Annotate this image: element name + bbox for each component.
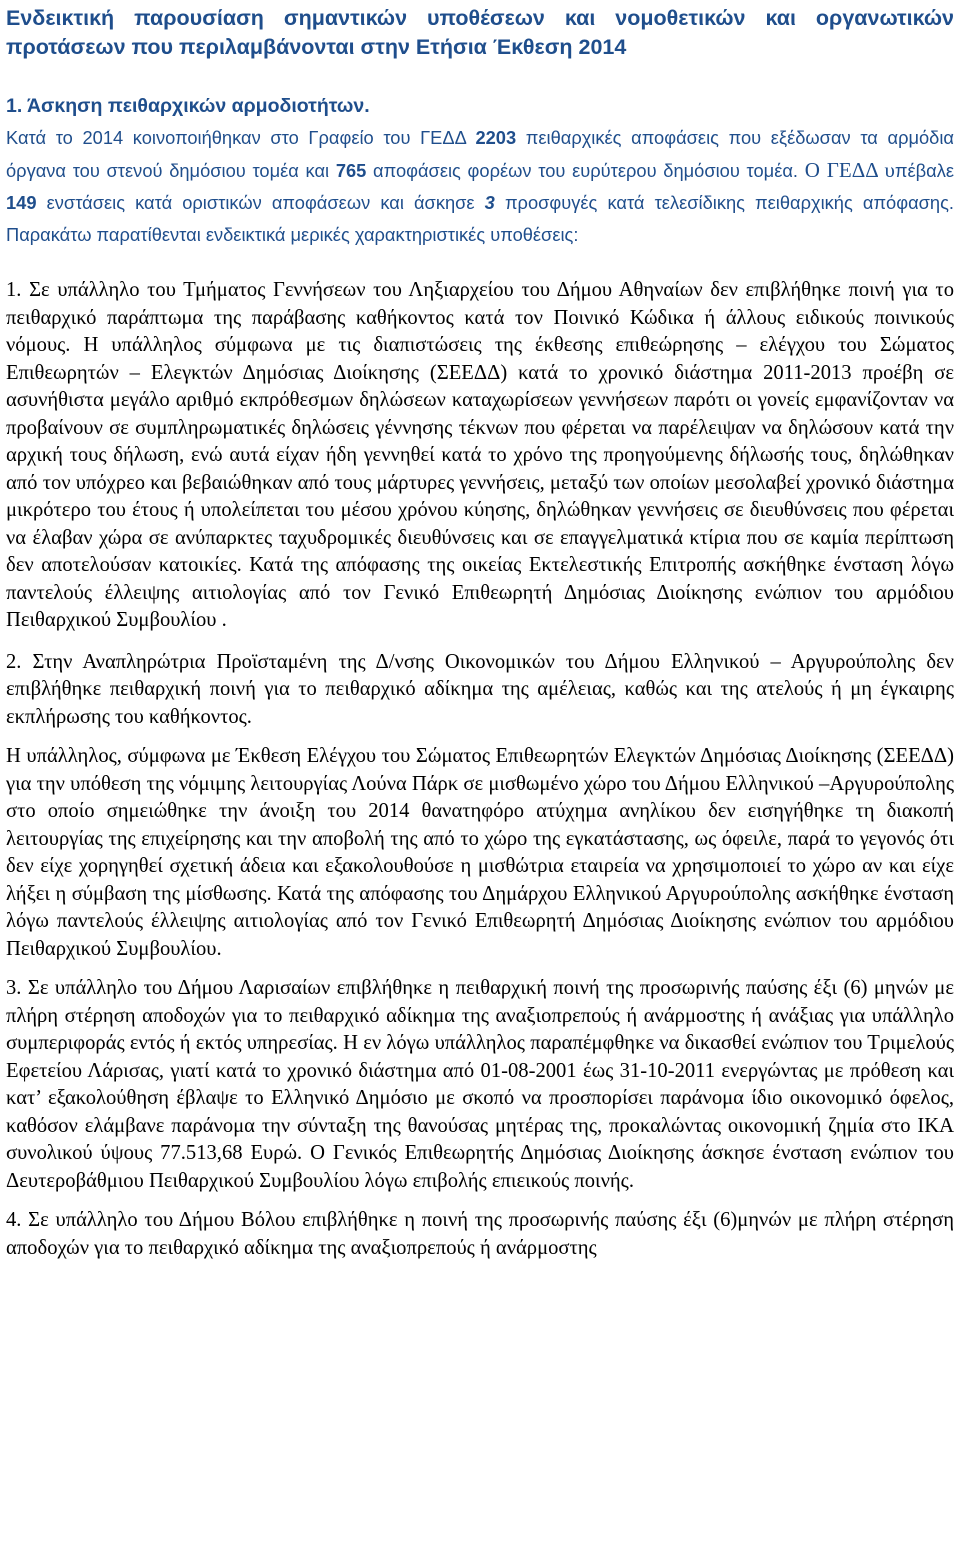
document-title: Ενδεικτική παρουσίαση σημαντικών υποθέσεων και νομοθετικών και οργανωτικών προτάσεων που περιλαμβάνονται στην Ετήσια Έκθεση 2014 <box>6 6 954 59</box>
intro-number-decisions-broader: 765 <box>335 160 367 181</box>
intro-text-2: πειθαρχικές αποφάσεις που εξέδωσαν τα αρμόδια όργανα του στενού δημόσιου τομέα και <box>6 127 954 181</box>
case-paragraph-2-details: Η υπάλληλος, σύμφωνα με Έκθεση Ελέγχου του Σώματος Επιθεωρητών Ελεγκτών Δημόσιας Διοίκησης (ΣΕΕΔΔ) για την υπόθεση της νόμιμης λειτουργίας Λούνα Πάρκ σε μισθωμένο χώρο του Δήμου Ελληνικού –Αργυρούπολης στο οποίο σημειώθηκε την άνοιξη του 2014 θανατηφόρο ατύχημα ανηλίκου δεν εισηγήθηκε τη διακοπή λειτουργίας της επιχείρησης και την αποβολή της από το χώρο της εγκατάστασης, ως όφειλε, παρά το γεγονός ότι δεν είχε χορηγηθεί σχετική άδεια και εξακολουθούσε η μισθώτρια εταιρεία να χρησιμοποιεί το χώρο αν και είχε λήξει η σύμβαση της μίσθωσης. Κατά της απόφασης του Δημάρχου Ελληνικού Αργυρούπολης ασκήθηκε ένσταση λόγω παντελούς έλλειψης αιτιολογίας από τον Γενικό Επιθεωρητή Δημόσιας Διοίκησης ενώπιον του αρμόδιου Πειθαρχικού Συμβουλίου. <box>6 745 954 960</box>
case-paragraph-2: 2. Στην Αναπληρώτρια Προϊσταμένη της Δ/νσης Οικονομικών του Δήμου Ελληνικού – Αργυρούπολης δεν επιβλήθηκε πειθαρχική ποινή για το πειθαρχικό αδίκημα της αμέλειας, καθώς και της ατελούς ή μη έγκαιρης εκπλήρωσης του καθήκοντος. <box>6 650 954 728</box>
intro-text-3: αποφάσεις φορέων του ευρύτερου δημόσιου τομέα. <box>366 160 805 181</box>
intro-number-objections: 149 <box>6 192 37 213</box>
intro-text-4: Ο ΓΕΔΔ υ <box>804 158 895 182</box>
intro-number-appeals: 3 <box>484 192 495 213</box>
document-page <box>6 0 954 1262</box>
section-heading: 1. Άσκηση πειθαρχικών αρμοδιοτήτων. <box>6 95 370 117</box>
intro-text-6: ενστάσεις κατά οριστικών αποφάσεων και άσκησε <box>36 192 485 213</box>
case-paragraph-1: 1. Σε υπάλληλο του Τμήματος Γεννήσεων του Ληξιαρχείου του Δήμου Αθηναίων δεν επιβλήθηκε ποινή για το πειθαρχικό παράπτωμα της παράβασης καθήκοντος κατά τον Ποινικό Κώδικα ή άλλους ειδικούς ποινικούς νόμους. Η υπάλληλος σύμφωνα με τις διαπιστώσεις της έκθεσης επιθεώρησης – ελέγχου του Σώματος Επιθεωρητών – Ελεγκτών Δημόσιας Διοίκησης (ΣΕΕΔΔ) κατά το χρονικό διάστημα 2011-2013 προέβη σε ασυνήθιστα μεγάλο αριθμό εκπρόθεσμων δηλώσεων καταχωρίσεων γεννήσεων παρότι οι γονείς εμφανίζονταν να προβαίνουν σε συμπληρωματικές δηλώσεις γέννησης τέκνων που φέρεται να παρέλειψαν να δηλώσουν κατά την αρχική τους δήλωση, ενώ αυτά είχαν ήδη γεννηθεί κατά το χρόνο της προηγούμενης δήλωσής τους, δηλώθηκαν από τον υπόχρεο και βεβαιώθηκαν από τους μάρτυρες γεννήσεις, μεταξύ των οποίων μεσολαβεί χρονικό διάστημα μικρότερο του έτους ή υπολείπεται του μέσου χρόνου κύησης, δηλώθηκαν γεννήσεις σε διευθύνσεις που φέρεται να έλαβαν χώρα σε ανύπαρκτες ταχυδρομικές διευθύνσεις και σε επαγγελματικά κτίρια που σε καμία περίπτωση δεν αποτελούσαν κατοικίες. Κατά της απόφασης της οικείας Εκτελεστικής Επιτροπής ασκήθηκε ένσταση λόγω παντελούς έλλειψης αιτιολογίας από τον Γενικό Επιθεωρητή Δημόσιας Διοίκησης ενώπιον του αρμόδιου Πειθαρχικού Συμβουλίου . <box>6 279 954 631</box>
intro-paragraph <box>6 122 954 251</box>
intro-text-5: πέβαλε <box>894 160 954 181</box>
intro-text-7: προσφυγές κατά τελεσίδικης πειθαρχικής απόφασης. Παρακάτω παρατίθενται ενδεικτικά μερικές χαρακτηριστικές υποθέσεις: <box>6 192 954 245</box>
intro-text-1: Κατά το 2014 κοινοποιήθηκαν στο Γραφείο του ΓΕΔΔ <box>6 127 476 148</box>
intro-number-decisions: 2203 <box>475 127 517 148</box>
case-paragraph-3: 3. Σε υπάλληλο του Δήμου Λαρισαίων επιβλήθηκε η πειθαρχική ποινή της προσωρινής παύσης έξι (6) μηνών με πλήρη στέρηση αποδοχών για το πειθαρχικό αδίκημα της αναξιοπρεπούς ή ανάρμοστης ή ανάξιας για υπάλληλο συμπεριφοράς εντός ή εκτός υπηρεσίας. Η εν λόγω υπάλληλος παραπέμφθηκε να δικασθεί ενώπιον του Τριμελούς Εφετείου Λάρισας, γιατί κατά το χρονικό διάστημα από 01-08-2001 έως 31-10-2011 ενεργώντας με πρόθεση και κατ’ εξακολούθηση έβλαψε το Ελληνικό Δημόσιο με σκοπό να προσπορίσει παράνομα ίδιο οικονομικό όφελος, καθόσον ελάμβανε παράνομα την σύνταξη της θανούσας μητέρας της, προκαλώντας οικονομική ζημία στο ΙΚΑ συνολικού ύψους 77.513,68 Ευρώ. Ο Γενικός Επιθεωρητής Δημόσιας Διοίκησης άσκησε ένσταση ενώπιον του Δευτεροβάθμιου Πειθαρχικού Συμβουλίου λόγω επιβολής επιεικούς ποινής. <box>6 977 954 1192</box>
case-paragraph-4: 4. Σε υπάλληλο του Δήμου Βόλου επιβλήθηκε η ποινή της προσωρινής παύσης έξι (6)μηνών με πλήρη στέρηση αποδοχών για το πειθαρχικό αδίκημα της αναξιοπρεπούς ή ανάρμοστης <box>6 1209 954 1259</box>
